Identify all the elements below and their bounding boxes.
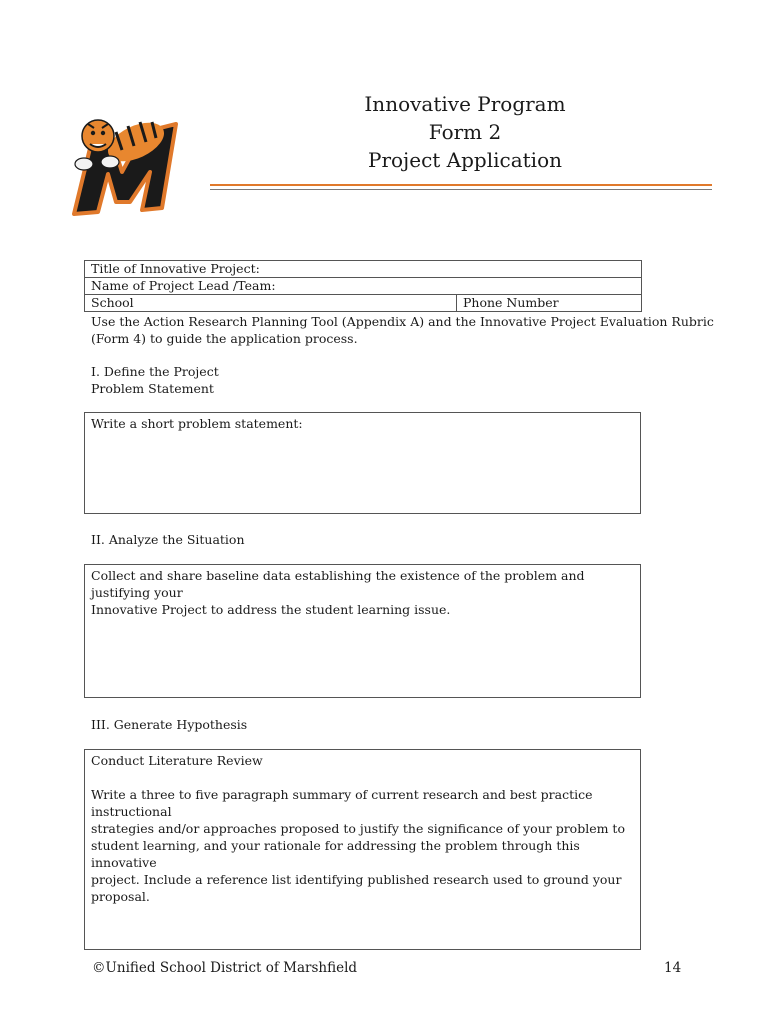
section-1-heading: I. Define the Project — [91, 364, 219, 379]
baseline-data-box[interactable] — [84, 564, 641, 698]
form-number: Form 2 — [428, 120, 502, 144]
header-rule-gray — [210, 189, 712, 190]
project-title-label: Title of Innovative Project: — [91, 261, 260, 276]
school-field[interactable] — [85, 295, 457, 311]
form-title: Innovative Program — [364, 92, 566, 116]
intro-line-1: Use the Action Research Planning Tool (Appendix A) and the Innovative Project Evaluation Rubric — [91, 314, 714, 329]
project-title-field[interactable] — [85, 261, 641, 278]
literature-review-line-2: strategies and/or approaches proposed to justify the significance of your problem to — [91, 821, 625, 836]
literature-review-line-3: student learning, and your rationale for addressing the problem through this innovative — [91, 838, 580, 870]
project-lead-field[interactable] — [85, 278, 641, 295]
section-3-heading: III. Generate Hypothesis — [91, 717, 248, 732]
problem-statement-box[interactable] — [84, 412, 641, 514]
header-rule-orange — [210, 184, 712, 186]
intro-line-2: (Form 4) to guide the application process. — [91, 331, 358, 346]
literature-review-box[interactable] — [84, 749, 641, 950]
page-number: 14 — [664, 960, 682, 976]
section-2-heading: II. Analyze the Situation — [91, 532, 245, 547]
phone-field[interactable] — [457, 295, 559, 311]
section-1-subheading: Problem Statement — [91, 381, 214, 396]
literature-review-title: Conduct Literature Review — [91, 753, 263, 768]
problem-statement-prompt: Write a short problem statement: — [91, 416, 303, 431]
literature-review-line-4: project. Include a reference list identifying published research used to ground your — [91, 872, 622, 887]
project-lead-label: Name of Project Lead /Team: — [91, 278, 276, 293]
project-info-table — [84, 260, 642, 312]
phone-label: Phone Number — [463, 295, 559, 310]
literature-review-line-1: Write a three to five paragraph summary of current research and best practice instructional — [91, 787, 593, 819]
tiger-m-logo-icon — [66, 102, 190, 222]
baseline-data-line-2: Innovative Project to address the student learning issue. — [91, 602, 451, 617]
school-phone-row — [85, 295, 641, 311]
footer-copyright: ©Unified School District of Marshfield — [92, 960, 358, 976]
literature-review-line-5: proposal. — [91, 889, 150, 904]
school-label: School — [91, 295, 134, 310]
form-subtitle: Project Application — [367, 148, 562, 172]
baseline-data-line-1: Collect and share baseline data establishing the existence of the problem and justifying your — [91, 568, 585, 600]
